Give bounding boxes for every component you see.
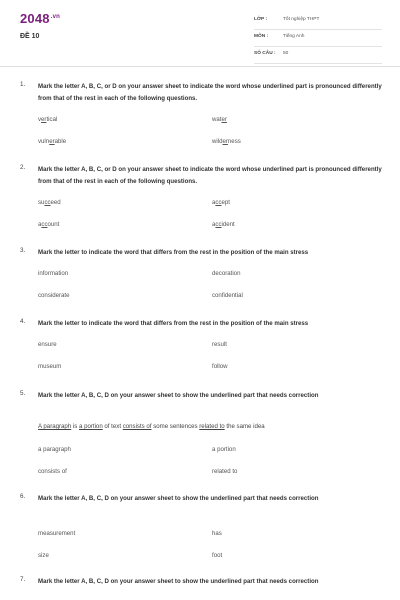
question-prompt: Mark the letter A, B, C, D on your answer sheet to show the underlined part that needs correction [38,495,319,502]
exam-meta [254,14,382,64]
logo-suffix: .vn [50,13,61,20]
meta-label: LỚP : [254,17,268,22]
underlined-part: er [222,138,228,145]
option-text: wild [212,138,223,145]
option-b[interactable] [212,116,227,123]
option-a[interactable] [38,116,57,123]
sentence-text: of text [102,423,123,430]
option-c[interactable]: size [38,552,49,559]
sentence-text: the same idea [224,423,265,430]
meta-value: Tốt nghiệp THPT [283,17,320,22]
exam-header [0,0,400,66]
sentence-text: some sentences [151,423,200,430]
meta-value: Tiếng Anh [283,34,305,39]
question-prompt: Mark the letter A, B, C, or D on your answer sheet to indicate the word whose underlined part is pronounced differently from that of the rest in each of the following questions. [38,166,382,185]
option-b[interactable]: a portion [212,446,236,453]
underlined-part: er [221,116,227,123]
option-d[interactable]: foot [212,552,223,559]
meta-row-count [254,48,382,64]
meta-row-subject [254,31,382,47]
question-number: 7. [20,576,26,583]
question-prompt: Mark the letter A, B, C, D on your answer sheet to show the underlined part that needs correction [38,578,319,585]
question-sentence [38,421,383,433]
option-d[interactable]: follow [212,363,228,370]
option-text: wat [212,116,222,123]
option-d[interactable] [212,138,241,145]
option-text: ident [221,221,235,228]
underlined-part: a portion [79,423,103,430]
option-text: a [38,221,42,228]
option-a[interactable]: information [38,270,69,277]
option-a[interactable] [38,199,61,206]
exam-code: ĐỀ 10 [20,33,40,40]
header-divider [0,66,400,67]
option-a[interactable]: measurement [38,530,76,537]
question-prompt: Mark the letter to indicate the word that differs from the rest in the position of the main stress [38,249,309,256]
question-number: 5. [20,390,26,397]
question-number: 2. [20,164,26,171]
option-b[interactable]: result [212,341,227,348]
underlined-part: er [49,138,55,145]
question-prompt: Mark the letter to indicate the word that differs from the rest in the position of the main stress [38,320,309,327]
question-prompt: Mark the letter A, B, C, or D on your answer sheet to indicate the word whose underlined part is pronounced differently from that of the rest in each of the following questions. [38,83,382,102]
option-text: able [54,138,67,145]
option-b[interactable] [212,199,230,206]
option-b[interactable]: has [212,530,222,537]
option-text: tical [46,116,58,123]
meta-label: MÔN : [254,34,269,39]
option-text: ount [47,221,60,228]
option-text: su [38,199,45,206]
option-d[interactable]: related to [212,468,238,475]
meta-row-class [254,14,382,30]
option-a[interactable]: ensure [38,341,57,348]
option-b[interactable]: decoration [212,270,241,277]
sentence-text: is [71,423,79,430]
question-prompt: Mark the letter A, B, C, D on your answer sheet to show the underlined part that needs correction [38,392,319,399]
option-d[interactable] [212,221,235,228]
underlined-part: cc [44,199,51,206]
option-c[interactable]: consists of [38,468,67,475]
underlined-part: cc [41,221,48,228]
underlined-part: A paragraph [38,423,72,430]
option-c[interactable]: museum [38,363,62,370]
question-number: 3. [20,247,26,254]
site-logo[interactable] [20,11,60,26]
option-c[interactable] [38,221,59,228]
option-text: ness [227,138,241,145]
question-number: 6. [20,493,26,500]
option-c[interactable]: considerate [38,292,70,299]
option-text: v [38,116,42,123]
underlined-part: cc [215,221,222,228]
meta-label: SỐ CÂU : [254,51,276,56]
question-number: 1. [20,81,26,88]
meta-value: 50 [283,51,289,56]
option-text: eed [50,199,61,206]
option-text: ept [221,199,230,206]
logo-text: 2048 [20,11,50,26]
underlined-part: cc [215,199,222,206]
option-a[interactable]: a paragraph [38,446,71,453]
option-text: a [212,199,216,206]
option-d[interactable]: confidential [212,292,243,299]
option-c[interactable] [38,138,66,145]
option-text: a [212,221,216,228]
underlined-part: related to [199,423,225,430]
option-text: vuln [38,138,50,145]
question-number: 4. [20,318,26,325]
underlined-part: er [41,116,47,123]
underlined-part: consists of [122,423,152,430]
